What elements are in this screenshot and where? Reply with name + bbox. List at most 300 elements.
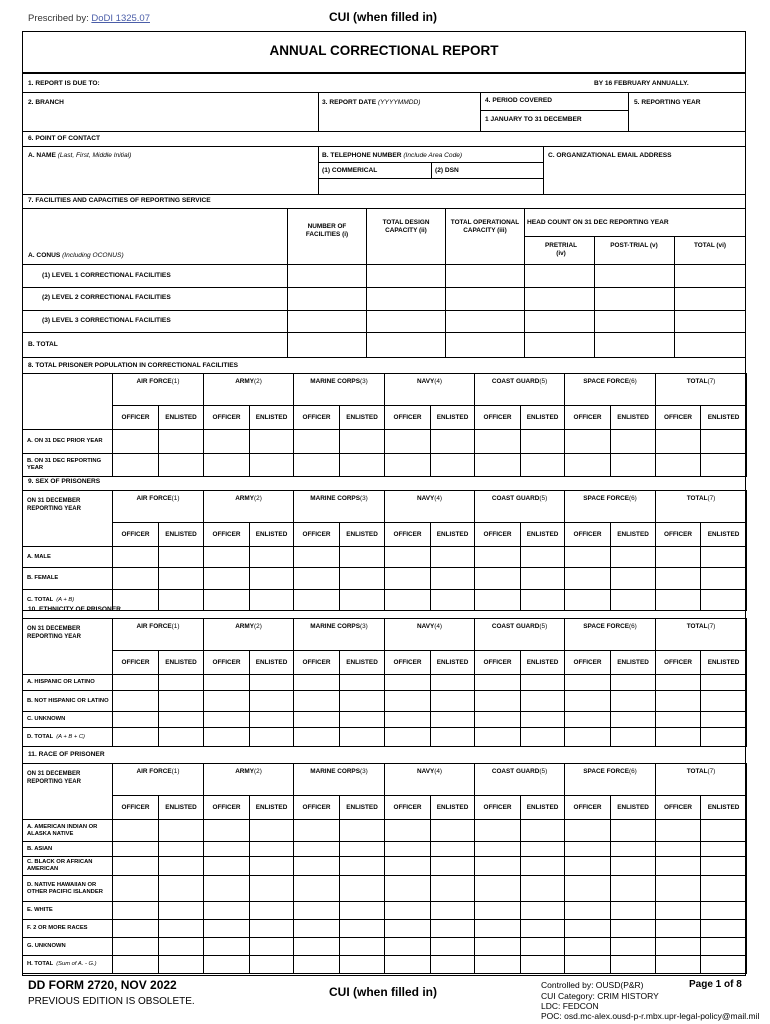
count-cell[interactable] (565, 590, 611, 611)
count-cell[interactable] (250, 568, 294, 590)
count-cell[interactable] (204, 956, 250, 974)
count-cell[interactable] (113, 454, 159, 477)
count-cell[interactable] (521, 675, 565, 691)
row-label: B. FEMALE (23, 568, 113, 590)
count-cell[interactable] (431, 820, 475, 842)
form-title: ANNUAL CORRECTIONAL REPORT (269, 43, 499, 58)
table-row (23, 568, 747, 590)
grid-corner (23, 374, 113, 430)
count-cell[interactable] (340, 712, 385, 728)
count-cell[interactable] (340, 454, 385, 477)
count-cell[interactable] (521, 454, 565, 477)
count-cell[interactable] (431, 902, 475, 920)
count-cell[interactable] (340, 820, 385, 842)
count-cell[interactable] (701, 938, 747, 956)
count-cell[interactable] (113, 430, 159, 454)
count-cell[interactable] (431, 691, 475, 712)
table-row (23, 902, 747, 920)
count-cell[interactable] (340, 547, 385, 568)
row-label: F. 2 OR MORE RACES (23, 920, 113, 938)
count-cell[interactable] (701, 691, 747, 712)
count-cell[interactable] (521, 568, 565, 590)
count-cell[interactable] (159, 430, 204, 454)
count-cell[interactable] (204, 675, 250, 691)
count-cell[interactable] (521, 842, 565, 857)
row-label: B. ON 31 DEC REPORTING YEAR (23, 454, 113, 477)
count-cell[interactable] (113, 547, 159, 568)
count-cell[interactable] (385, 842, 431, 857)
count-cell[interactable] (340, 938, 385, 956)
count-cell[interactable] (656, 691, 701, 712)
count-cell[interactable] (250, 454, 294, 477)
count-cell[interactable] (250, 590, 294, 611)
branch-header (475, 619, 565, 651)
count-cell[interactable] (475, 712, 521, 728)
poc-label: 6. POINT OF CONTACT (28, 135, 101, 142)
count-cell[interactable] (385, 938, 431, 956)
count-cell[interactable] (204, 857, 250, 876)
on31-label: ON 31 DECEMBER REPORTING YEAR (27, 626, 81, 640)
count-cell[interactable] (385, 454, 431, 477)
count-cell[interactable] (475, 691, 521, 712)
count-cell[interactable] (611, 454, 656, 477)
count-cell[interactable] (204, 454, 250, 477)
count-cell[interactable] (656, 902, 701, 920)
count-cell[interactable] (565, 902, 611, 920)
count-cell[interactable] (204, 920, 250, 938)
count-cell[interactable] (611, 956, 656, 974)
branch-header (204, 764, 294, 796)
count-cell[interactable] (250, 902, 294, 920)
count-cell[interactable] (565, 691, 611, 712)
count-cell[interactable] (611, 902, 656, 920)
count-cell[interactable] (475, 876, 521, 902)
count-cell[interactable] (521, 920, 565, 938)
count-cell[interactable] (385, 876, 431, 902)
branch-field[interactable] (24, 108, 316, 131)
count-cell[interactable] (204, 842, 250, 857)
count-cell[interactable] (340, 857, 385, 876)
count-cell[interactable] (521, 691, 565, 712)
table-row (23, 728, 747, 747)
officer-header: OFFICER (385, 406, 431, 430)
count-cell[interactable] (159, 820, 204, 842)
count-cell[interactable] (431, 938, 475, 956)
count-cell[interactable] (294, 876, 340, 902)
count-cell[interactable] (431, 712, 475, 728)
enlisted-header: ENLISTED (340, 796, 385, 820)
report-date-field[interactable] (319, 108, 479, 131)
count-cell[interactable] (385, 675, 431, 691)
enlisted-header: ENLISTED (701, 651, 747, 675)
count-cell[interactable] (113, 938, 159, 956)
count-cell[interactable] (656, 590, 701, 611)
count-cell[interactable] (159, 547, 204, 568)
count-cell[interactable] (294, 430, 340, 454)
controlled-by: Controlled by: OUSD(P&R) (541, 980, 644, 990)
branch-name: COAST GUARD (491, 768, 540, 775)
count-cell[interactable] (340, 691, 385, 712)
count-cell[interactable] (250, 547, 294, 568)
count-cell[interactable] (340, 902, 385, 920)
count-cell[interactable] (159, 920, 204, 938)
count-cell[interactable] (294, 938, 340, 956)
count-cell[interactable] (250, 728, 294, 747)
count-cell[interactable] (294, 712, 340, 728)
branch-name: SPACE FORCE (583, 768, 629, 775)
count-cell[interactable] (113, 842, 159, 857)
count-cell[interactable] (385, 956, 431, 974)
count-cell[interactable] (431, 430, 475, 454)
count-cell[interactable] (294, 728, 340, 747)
branch-number: (6) (628, 623, 637, 630)
count-cell[interactable] (475, 590, 521, 611)
count-cell[interactable] (521, 547, 565, 568)
count-cell[interactable] (611, 691, 656, 712)
count-cell[interactable] (250, 712, 294, 728)
count-cell[interactable] (701, 902, 747, 920)
count-cell[interactable] (113, 712, 159, 728)
count-cell[interactable] (250, 938, 294, 956)
count-cell[interactable] (204, 938, 250, 956)
count-cell[interactable] (565, 876, 611, 902)
count-cell[interactable] (294, 568, 340, 590)
count-cell[interactable] (656, 675, 701, 691)
count-cell[interactable] (159, 454, 204, 477)
count-cell[interactable] (701, 430, 747, 454)
count-cell[interactable] (204, 590, 250, 611)
count-cell[interactable] (521, 876, 565, 902)
count-cell[interactable] (250, 956, 294, 974)
branch-header (656, 619, 747, 651)
count-cell[interactable] (565, 920, 611, 938)
count-cell[interactable] (385, 820, 431, 842)
count-cell[interactable] (521, 590, 565, 611)
count-cell[interactable] (431, 547, 475, 568)
count-cell[interactable] (294, 675, 340, 691)
count-cell[interactable] (159, 712, 204, 728)
count-cell[interactable] (159, 956, 204, 974)
count-cell[interactable] (340, 728, 385, 747)
count-cell[interactable] (159, 728, 204, 747)
count-cell[interactable] (204, 820, 250, 842)
enlisted-header: ENLISTED (431, 796, 475, 820)
count-cell[interactable] (611, 820, 656, 842)
col-pretrial: PRETRIAL (iv) (545, 242, 577, 257)
count-cell[interactable] (340, 430, 385, 454)
count-cell[interactable] (611, 857, 656, 876)
count-cell[interactable] (565, 675, 611, 691)
branch-number: (1) (171, 378, 180, 385)
row-label: A. MALE (23, 547, 113, 568)
count-cell[interactable] (159, 902, 204, 920)
count-cell[interactable] (431, 590, 475, 611)
count-cell[interactable] (475, 568, 521, 590)
count-cell[interactable] (250, 876, 294, 902)
count-cell[interactable] (431, 842, 475, 857)
count-cell[interactable] (159, 675, 204, 691)
count-cell[interactable] (294, 902, 340, 920)
count-cell[interactable] (113, 956, 159, 974)
count-cell[interactable] (385, 712, 431, 728)
count-cell[interactable] (475, 920, 521, 938)
officer-header: OFFICER (294, 651, 340, 675)
branch-header (565, 619, 656, 651)
count-cell[interactable] (701, 712, 747, 728)
count-cell[interactable] (385, 430, 431, 454)
row-label: C. TOTAL (A + B) (23, 590, 113, 611)
table-row (23, 938, 747, 956)
count-cell[interactable] (565, 547, 611, 568)
conus-label: A. CONUS (Including OCONUS) (28, 252, 124, 259)
count-cell[interactable] (521, 712, 565, 728)
count-cell[interactable] (611, 568, 656, 590)
count-cell[interactable] (521, 820, 565, 842)
count-cell[interactable] (611, 728, 656, 747)
count-cell[interactable] (701, 547, 747, 568)
count-cell[interactable] (159, 842, 204, 857)
on31-label: ON 31 DECEMBER REPORTING YEAR (27, 771, 81, 785)
count-cell[interactable] (159, 568, 204, 590)
count-cell[interactable] (340, 920, 385, 938)
count-cell[interactable] (565, 938, 611, 956)
branch-number: (4) (434, 623, 443, 630)
count-cell[interactable] (385, 728, 431, 747)
count-cell[interactable] (431, 454, 475, 477)
count-cell[interactable] (656, 454, 701, 477)
count-cell[interactable] (475, 728, 521, 747)
count-cell[interactable] (656, 712, 701, 728)
branch-name: ARMY (235, 768, 255, 775)
count-cell[interactable] (159, 857, 204, 876)
cui-category: CUI Category: CRIM HISTORY (541, 991, 659, 1001)
count-cell[interactable] (294, 691, 340, 712)
count-cell[interactable] (565, 820, 611, 842)
count-cell[interactable] (385, 547, 431, 568)
count-cell[interactable] (475, 902, 521, 920)
count-cell[interactable] (204, 691, 250, 712)
count-cell[interactable] (611, 430, 656, 454)
count-cell[interactable] (656, 956, 701, 974)
count-cell[interactable] (701, 675, 747, 691)
count-cell[interactable] (701, 876, 747, 902)
count-cell[interactable] (250, 842, 294, 857)
count-cell[interactable] (701, 590, 747, 611)
count-cell[interactable] (431, 675, 475, 691)
count-cell[interactable] (431, 857, 475, 876)
count-cell[interactable] (294, 857, 340, 876)
poc-email-label: C. ORGANIZATIONAL EMAIL ADDRESS (548, 152, 672, 159)
count-cell[interactable] (656, 842, 701, 857)
count-cell[interactable] (521, 902, 565, 920)
count-cell[interactable] (521, 956, 565, 974)
population-label: 8. TOTAL PRISONER POPULATION IN CORRECTIONAL FACILITIES (28, 362, 239, 369)
count-cell[interactable] (431, 568, 475, 590)
count-cell[interactable] (611, 675, 656, 691)
count-cell[interactable] (113, 590, 159, 611)
count-cell[interactable] (565, 857, 611, 876)
count-cell[interactable] (521, 430, 565, 454)
branch-number: (6) (628, 768, 637, 775)
count-cell[interactable] (701, 842, 747, 857)
officer-header: OFFICER (565, 523, 611, 547)
count-cell[interactable] (475, 938, 521, 956)
count-cell[interactable] (656, 876, 701, 902)
count-cell[interactable] (204, 430, 250, 454)
count-cell[interactable] (204, 568, 250, 590)
count-cell[interactable] (701, 956, 747, 974)
count-cell[interactable] (113, 857, 159, 876)
count-cell[interactable] (611, 842, 656, 857)
dodi-link[interactable]: DoDI 1325.07 (91, 13, 150, 24)
count-cell[interactable] (701, 820, 747, 842)
count-cell[interactable] (204, 712, 250, 728)
officer-header: OFFICER (113, 523, 159, 547)
count-cell[interactable] (385, 568, 431, 590)
count-cell[interactable] (294, 590, 340, 611)
count-cell[interactable] (565, 454, 611, 477)
count-cell[interactable] (340, 842, 385, 857)
table-row (23, 454, 747, 477)
count-cell[interactable] (656, 938, 701, 956)
branch-name: NAVY (416, 768, 435, 775)
count-cell[interactable] (204, 728, 250, 747)
branch-header (565, 491, 656, 523)
count-cell[interactable] (611, 590, 656, 611)
count-cell[interactable] (475, 857, 521, 876)
count-cell[interactable] (475, 454, 521, 477)
branch-header (385, 374, 475, 406)
count-cell[interactable] (340, 956, 385, 974)
count-cell[interactable] (294, 920, 340, 938)
count-cell[interactable] (113, 568, 159, 590)
count-cell[interactable] (565, 956, 611, 974)
count-cell[interactable] (475, 430, 521, 454)
poc-email-field[interactable] (545, 162, 744, 192)
count-cell[interactable] (204, 902, 250, 920)
count-cell[interactable] (385, 920, 431, 938)
count-cell[interactable] (521, 938, 565, 956)
count-cell[interactable] (385, 857, 431, 876)
count-cell[interactable] (565, 568, 611, 590)
count-cell[interactable] (611, 938, 656, 956)
officer-header: OFFICER (294, 523, 340, 547)
count-cell[interactable] (250, 820, 294, 842)
count-cell[interactable] (701, 857, 747, 876)
count-cell[interactable] (113, 675, 159, 691)
count-cell[interactable] (611, 876, 656, 902)
count-cell[interactable] (113, 691, 159, 712)
count-cell[interactable] (113, 820, 159, 842)
count-cell[interactable] (656, 857, 701, 876)
count-cell[interactable] (340, 876, 385, 902)
count-cell[interactable] (475, 675, 521, 691)
count-cell[interactable] (656, 568, 701, 590)
branch-name: AIR FORCE (136, 495, 172, 502)
count-cell[interactable] (250, 920, 294, 938)
count-cell[interactable] (340, 675, 385, 691)
count-cell[interactable] (340, 568, 385, 590)
count-cell[interactable] (340, 590, 385, 611)
count-cell[interactable] (385, 902, 431, 920)
count-cell[interactable] (431, 876, 475, 902)
count-cell[interactable] (611, 712, 656, 728)
count-cell[interactable] (113, 920, 159, 938)
count-cell[interactable] (521, 728, 565, 747)
enlisted-header: ENLISTED (340, 406, 385, 430)
count-cell[interactable] (294, 454, 340, 477)
branch-number: (4) (434, 378, 443, 385)
count-cell[interactable] (250, 430, 294, 454)
col-total-vi: TOTAL (vi) (694, 242, 726, 249)
poc-name-field[interactable] (24, 162, 316, 192)
prescribed-by: Prescribed by: DoDI 1325.07 (28, 13, 150, 24)
count-cell[interactable] (294, 547, 340, 568)
count-cell[interactable] (113, 902, 159, 920)
count-cell[interactable] (656, 430, 701, 454)
branch-header (113, 491, 204, 523)
count-cell[interactable] (204, 876, 250, 902)
branch-name: ARMY (235, 495, 255, 502)
count-cell[interactable] (385, 691, 431, 712)
count-cell[interactable] (385, 590, 431, 611)
count-cell[interactable] (565, 430, 611, 454)
count-cell[interactable] (475, 547, 521, 568)
count-cell[interactable] (475, 820, 521, 842)
count-cell[interactable] (565, 712, 611, 728)
count-cell[interactable] (431, 920, 475, 938)
count-cell[interactable] (250, 857, 294, 876)
count-cell[interactable] (294, 956, 340, 974)
count-cell[interactable] (656, 547, 701, 568)
reporting-year-field[interactable] (630, 108, 744, 131)
enlisted-header: ENLISTED (159, 523, 204, 547)
count-cell[interactable] (565, 842, 611, 857)
count-cell[interactable] (656, 728, 701, 747)
count-cell[interactable] (701, 920, 747, 938)
count-cell[interactable] (294, 842, 340, 857)
row-label: D. NATIVE HAWAIIAN OR OTHER PACIFIC ISLANDER (23, 876, 113, 902)
count-cell[interactable] (431, 956, 475, 974)
count-cell[interactable] (475, 956, 521, 974)
count-cell[interactable] (656, 820, 701, 842)
count-cell[interactable] (475, 842, 521, 857)
branch-name: AIR FORCE (136, 768, 172, 775)
count-cell[interactable] (521, 857, 565, 876)
count-cell[interactable] (113, 876, 159, 902)
count-cell[interactable] (701, 728, 747, 747)
count-cell[interactable] (250, 691, 294, 712)
count-cell[interactable] (204, 547, 250, 568)
count-cell[interactable] (250, 675, 294, 691)
count-cell[interactable] (701, 568, 747, 590)
facility-row-label: (1) LEVEL 1 CORRECTIONAL FACILITIES (42, 272, 171, 279)
count-cell[interactable] (159, 691, 204, 712)
count-cell[interactable] (159, 876, 204, 902)
count-cell[interactable] (431, 728, 475, 747)
count-cell[interactable] (294, 820, 340, 842)
col-number-facilities: NUMBER OF FACILITIES (i) (305, 223, 349, 238)
count-cell[interactable] (159, 938, 204, 956)
count-cell[interactable] (701, 454, 747, 477)
count-cell[interactable] (611, 920, 656, 938)
count-cell[interactable] (159, 590, 204, 611)
count-cell[interactable] (113, 728, 159, 747)
count-cell[interactable] (611, 547, 656, 568)
count-cell[interactable] (565, 728, 611, 747)
count-cell[interactable] (656, 920, 701, 938)
branch-header (656, 764, 747, 796)
